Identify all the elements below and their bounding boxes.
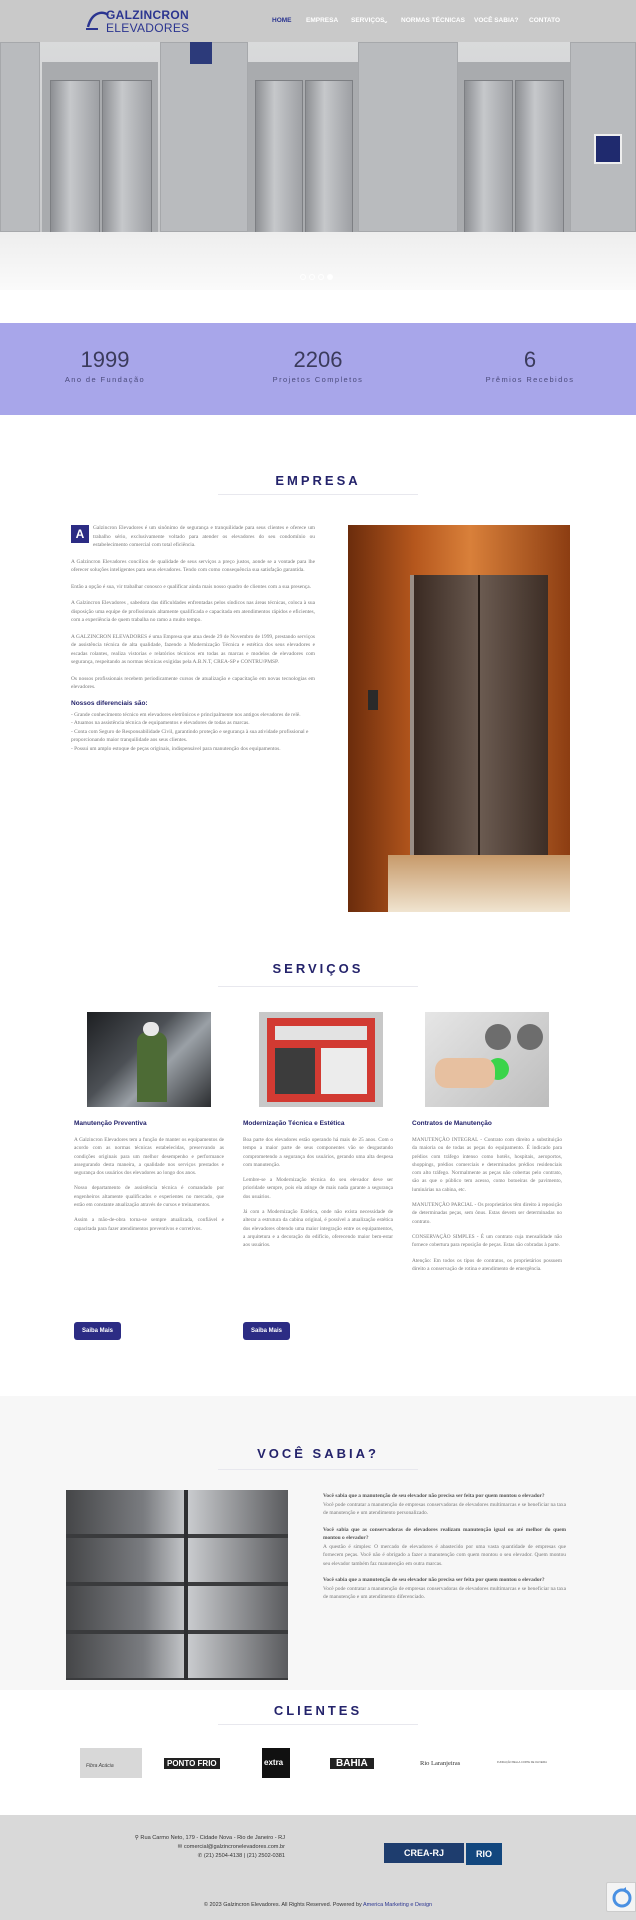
client-name: PONTO FRIO <box>164 1758 220 1769</box>
saiba-mais-button[interactable]: Saiba Mais <box>243 1322 290 1340</box>
service-paragraph: Atenção: Em todos os tipos de contratos, os proprietários possuem direito a conservação de rotina e atendimento de emergência. <box>412 1257 562 1272</box>
crea-rj-logo: CREA-RJ <box>384 1843 464 1863</box>
question: Você sabia que as conservadoras de elevadores realizam manutenção igual ou até melhor do quem montou o elevador? <box>323 1526 566 1541</box>
diferenciais-title: Nossos diferenciais são: <box>71 699 148 707</box>
service-image <box>87 1012 211 1107</box>
slider-dot-1[interactable] <box>300 274 306 280</box>
stat-number: 2206 <box>293 347 343 372</box>
section-title-empresa: EMPRESA <box>275 473 361 488</box>
logo-text-bottom: ELEVADORES <box>106 21 190 35</box>
powered-by-link[interactable]: America Marketing e Design <box>362 1902 433 1908</box>
chevron-down-icon: ⌄ <box>383 18 389 25</box>
diferenciais-list <box>71 711 315 754</box>
service-text <box>243 1136 393 1257</box>
service-paragraph: CONSERVAÇÃO SIMPLES - É um contrato cuja mensalidade não fornece cobertura para reposição de peças. Estas são cobradas à parte. <box>412 1233 562 1249</box>
client-logo-ponto-frio <box>160 1748 222 1778</box>
client-name: Rio Laranjeiras <box>420 1760 461 1767</box>
nav-normas-tecnicas[interactable]: NORMAS TÉCNICAS <box>401 17 465 24</box>
voce-sabia-text <box>323 1492 566 1610</box>
service-title: Contratos de Manutenção <box>412 1120 492 1127</box>
footer-phone <box>110 1852 285 1861</box>
service-paragraph: MANUTENÇÃO PARCIAL - Os proprietários têm direito à reposição de determinadas peças, sem ônus. Estas devem ser determinadas no contrato. <box>412 1202 562 1225</box>
voce-sabia-image <box>66 1490 288 1680</box>
service-image <box>259 1012 383 1107</box>
stat-founded <box>5 347 205 384</box>
address-text: Rua Carmo Neto, 179 - Cidade Nova - Rio de Janeiro - RJ <box>140 1835 285 1841</box>
list-item: - Possui um amplo estoque de peças originais, indispensável para manutenção dos equipamentos. <box>71 745 281 752</box>
client-logo-fibra-acacia <box>80 1748 142 1778</box>
stat-projects <box>218 347 418 384</box>
nav-contato[interactable]: CONTATO <box>529 17 561 24</box>
copyright-text: © 2023 Galzincron Elevadores. All Rights Reserved. Powered by <box>203 1902 362 1908</box>
recaptcha-badge[interactable] <box>606 1882 636 1912</box>
client-logo-extra <box>262 1748 290 1778</box>
empresa-paragraph: Os nossos profissionais recebem periodicamente cursos de atualização e capacitação em novas tecnologias em elevadores. <box>71 675 315 690</box>
service-title: Modernização Técnica e Estética <box>243 1120 345 1127</box>
empresa-paragraph: Então a opção é sua, vir trabalhar conosco e qualificar ainda mais nosso quadro de clientes com a sua presença. <box>71 583 311 590</box>
section-title-servicos: SERVIÇOS <box>272 961 364 976</box>
copyright <box>0 1902 636 1908</box>
site-logo[interactable] <box>84 5 194 35</box>
list-item: - Atuamos na assistência técnica de equipamentos e elevadores de todas as marcas. <box>71 720 250 726</box>
client-name: extra <box>264 1758 284 1767</box>
nav-voce-sabia[interactable]: VOCÊ SABIA? <box>474 17 519 24</box>
list-item: - Conta com Seguro de Responsabilidade Civil, garantindo proteção e segurança à sua atividade profissional e proporcionando maior tranquilidade aos seus clientes. <box>71 728 309 743</box>
stat-label: Prêmios Recebidos <box>485 375 575 384</box>
empresa-paragraph: Galzincron Elevadores é um sinônimo de segurança e tranquilidade para seus clientes e oferece um trabalho sério, exclusivamente voltado para atender os elevadores do seu condomínio ou estabelecimento comercial com total eficiência. <box>93 525 315 548</box>
client-logo-hospital-rio-laranjeiras <box>416 1748 470 1778</box>
hero-slider <box>0 42 636 290</box>
client-name: FUNDAÇÃO BELLA CORTE DE OLIVEIRA <box>497 1761 547 1764</box>
section-divider <box>218 494 418 495</box>
question: Você sabia que a manutenção de seu elevador não precisa ser feita por quem montou o elevador? <box>323 1493 545 1499</box>
saiba-mais-button[interactable]: Saiba Mais <box>74 1322 121 1340</box>
service-paragraph: MANUTENÇÃO INTEGRAL - Contrato com direito a substituição da maioria ou de todas as peças do equipamento. É indicado para prédios com tráfego intenso como hotéis, hospitais, aeroportos, shoppings, prédios comerciais e determinados prédios residenciais com alto tráfego. Normalmente as peças não cobertas pelo contrato, são as que o público tem acesso, como botoeiras de pavimento, luminárias na cabina, etc. <box>412 1137 562 1193</box>
section-title-voce-sabia: VOCÊ SABIA? <box>257 1446 379 1461</box>
site-header <box>0 0 636 42</box>
service-image <box>425 1012 549 1107</box>
section-divider <box>218 986 418 987</box>
envelope-icon: ✉ <box>177 1844 184 1850</box>
empresa-paragraph: A Galzincron Elevadores , sabedora das dificuldades enfrentadas pelos síndicos nas áreas técnicas, coloca à sua disposição uma equipe de profissionais altamente qualificada e capacitada em atendimentos rápidos e eficientes, com a experiência de quem trabalha no ramo a muito tempo. <box>71 600 315 623</box>
answer: A questão é simples: O mercado de elevadores é abastecido por uma vasta quantidade de empresas que fornecem peças. Você não é obrigado a fazer a manutenção com quem montou o seu elevador. Quem montou seu elevador também faz manutenção em outra marcas. <box>323 1543 566 1567</box>
question: Você sabia que a manutenção de seu elevador não precisa ser feita por quem montou o elevador? <box>323 1577 545 1583</box>
answer: Você pode contratar a manutenção de empresas conservadoras de elevadores multimarcas e se beneficiar na taxa de manutenção e um atendimento personalizado. <box>323 1501 566 1516</box>
nav-servicos[interactable]: SERVIÇOS <box>351 17 385 24</box>
empresa-elevator-image <box>348 525 570 912</box>
logo-text-top: GALZINCRON <box>106 8 189 22</box>
footer-email[interactable] <box>110 1843 285 1852</box>
slider-dot-3[interactable] <box>318 274 324 280</box>
client-name: BAHIA <box>330 1758 374 1769</box>
service-paragraph: Nosso departamento de assistência técnica é comandado por engenheiros altamente qualificados e experientes no mercado, que estão em constante atualização através de cursos e treinamentos. <box>74 1185 224 1209</box>
slider-dot-2[interactable] <box>309 274 315 280</box>
service-paragraph: Assim a mão-de-obra torna-se sempre atualizada, confiável e capacitada para fazer atendimentos preventivos e corretivos. <box>74 1217 224 1232</box>
rio-logo: RIO <box>466 1843 502 1865</box>
nav-empresa[interactable]: EMPRESA <box>306 17 339 24</box>
section-title-clientes: CLIENTES <box>273 1703 363 1718</box>
phone-text: (21) 2504-4138 | (21) 2502-0381 <box>203 1853 285 1859</box>
service-text <box>412 1136 562 1280</box>
stat-label: Ano de Fundação <box>64 375 146 384</box>
service-title: Manutenção Preventiva <box>74 1120 147 1127</box>
client-name: Fibra Acácia <box>86 1763 114 1769</box>
phone-icon: ✆ <box>197 1853 204 1859</box>
map-pin-icon: ⚲ <box>134 1835 141 1841</box>
nav-home[interactable]: HOME <box>272 17 292 24</box>
stat-label: Projetos Completos <box>272 375 364 384</box>
stat-number: 1999 <box>80 347 130 372</box>
service-paragraph: Lembre-se a Modernização técnica do seu elevador deve ser prioridade sempre, pois ela atinge de mais nada garante a segurança dos usuários. <box>243 1177 393 1200</box>
footer-address <box>110 1834 285 1843</box>
client-logo-casas-bahia <box>326 1748 388 1778</box>
email-text[interactable]: comercial@galzincronelevadores.com.br <box>183 1844 285 1850</box>
empresa-text <box>71 524 315 753</box>
service-text <box>74 1136 224 1240</box>
drop-cap: A <box>71 525 89 543</box>
footer-contact <box>110 1834 285 1861</box>
stats-band <box>0 323 636 415</box>
stat-number: 6 <box>523 347 537 372</box>
client-logo-fundacao <box>486 1748 558 1778</box>
stat-awards <box>430 347 630 384</box>
section-divider <box>218 1724 418 1725</box>
answer: Você pode contratar a manutenção de empresas conservadoras de elevadores multimarcas e se beneficiar na taxa de manutenção e um atendimento diferenciado. <box>323 1585 566 1600</box>
service-paragraph: A Galzincron Elevadores tem a função de manter os equipamentos de acordo com as normas técnicas estabelecidas, preservando as condições originais para um melhor desempenho e performance assegurando desta maneira, a qualidade nos serviços prestados e segurança dos usuários dos elevadores ao longo dos anos. <box>74 1137 224 1177</box>
recaptcha-icon <box>607 1883 636 1913</box>
service-paragraph: Boa parte dos elevadores estão operando há mais de 25 anos. Com o tempo a maior parte de seus componentes vão se desgastando comprometendo a segurança dos usuários, gerando uma alta despesa com manutenção. <box>243 1137 393 1168</box>
slider-dot-4[interactable] <box>327 274 333 280</box>
empresa-paragraph: A Galzincron Elevadores conciliou de qualidade de seus serviços a preço justos, aonde se a vontade para lhe oferecer soluções inteligentes para seus elevadores. Tendo com como consequência sua satisfação garantida. <box>71 558 315 573</box>
section-divider <box>218 1469 418 1470</box>
service-paragraph: Já com a Modernização Estética, onde não exista necessidade de alterar a estrutura da cabina original, é possível a atualização estética dos elevadores obtendo uma maior integração entre os equipamentos, a arquitetura e a decoração do edifício, oferecendo maior bem-estar aos usuários. <box>243 1209 393 1249</box>
empresa-paragraph: A GALZINCRON ELEVADORES é uma Empresa que atua desde 29 de Novembro de 1999, prestando serviços de assistência técnica de alta qualidade, fazendo a Modernização Técnica e estética dos seus elevadores e escadas rolantes, realiza vistorias e relatórios técnicos em todas as marcas e modelos de elevadores com segurança, respeitando as normas técnicas exigidas pela A.B.N.T, CREA-SP e CONTRU/PMSP. <box>71 633 315 665</box>
list-item: - Grande conhecimento técnico em elevadores eletrônicos e principalmente nos antigos elevadores de relê. <box>71 711 301 718</box>
